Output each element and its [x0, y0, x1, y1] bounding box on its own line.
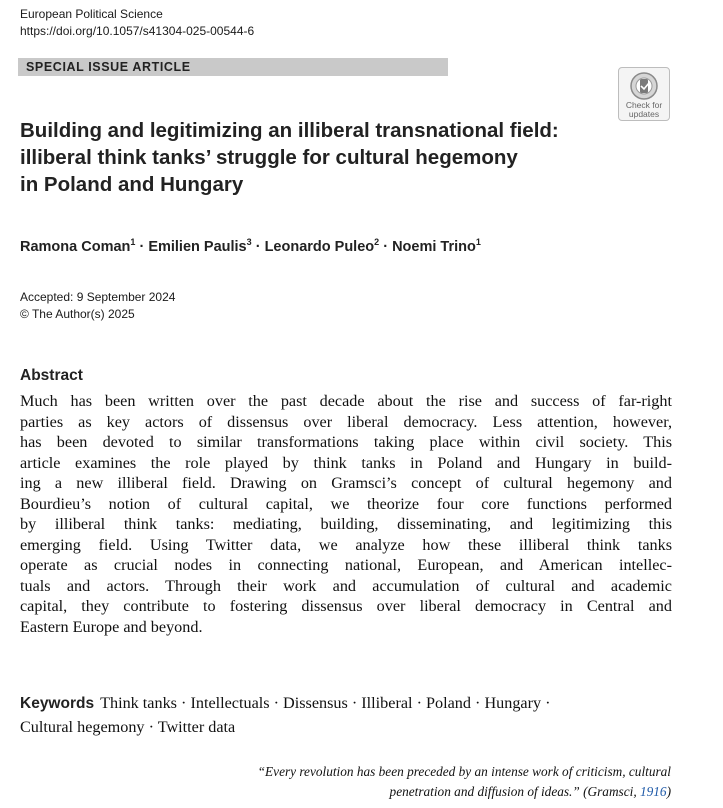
epigraph-line	[151, 782, 671, 802]
keywords-line	[20, 692, 672, 716]
abstract-line: parties as key actors of dissensus over liberal democracy. Less attention, however,	[20, 412, 672, 431]
author-separator: ·	[139, 239, 145, 255]
affiliation-marker: 3	[246, 237, 252, 247]
keywords-list: Think tanks · Intellectuals · Dissensus · Illiberal · Poland · Hungary ·	[100, 694, 551, 712]
epigraph-text: penetration and diffusion of ideas.” (Gramsci,	[389, 784, 640, 799]
abstract-line: operate as crucial nodes in connecting national, European, and American intellec-	[20, 556, 672, 574]
journal-name: European Political Science	[20, 7, 163, 21]
keywords-section	[20, 692, 672, 738]
author-list	[20, 237, 481, 255]
affiliation-marker: 1	[475, 237, 481, 247]
check-updates-label-2: updates	[628, 109, 660, 119]
abstract-line: Much has been written over the past decade about the rise and success of far-right	[20, 392, 672, 410]
abstract-line: ing a new illiberal field. Drawing on Gramsci’s concept of cultural hegemony and	[20, 474, 672, 492]
author-name[interactable]: Ramona Coman	[20, 239, 131, 255]
keywords-line: Cultural hegemony · Twitter data	[20, 717, 236, 736]
abstract-line: capital, they contribute to fostering dissensus over liberal democracy in Central and	[20, 597, 672, 615]
abstract-line: article examines the role played by think tanks in Poland and Hungary in build-	[20, 453, 672, 472]
author-name[interactable]: Emilien Paulis	[148, 239, 247, 255]
keywords-label: Keywords	[20, 695, 95, 712]
title-line: illiberal think tanks’ struggle for cultural hegemony	[20, 146, 518, 169]
citation-year-link[interactable]: 1916	[639, 784, 667, 799]
author-separator: ·	[255, 239, 261, 255]
author-separator: ·	[383, 239, 389, 255]
abstract-body	[20, 391, 672, 637]
check-updates-icon	[629, 71, 659, 101]
abstract-line: tuals and actors. Through their work and accumulation of cultural and academic	[20, 576, 672, 595]
epigraph-close: )	[666, 784, 671, 799]
author-name[interactable]: Leonardo Puleo	[264, 239, 375, 255]
abstract-line: by illiberal think tanks: mediating, building, disseminating, and legitimizing this	[20, 515, 672, 533]
abstract-line: has been devoted to similar transformations taking place within civil society. This	[20, 433, 672, 451]
check-for-updates-badge[interactable]	[618, 67, 670, 121]
epigraph-quote	[151, 762, 671, 802]
abstract-line: Bourdieu’s notion of cultural capital, we theorize four core functions performed	[20, 494, 672, 513]
copyright-notice: © The Author(s) 2025	[20, 307, 135, 321]
article-type-banner: SPECIAL ISSUE ARTICLE	[18, 58, 448, 76]
affiliation-marker: 2	[374, 237, 380, 247]
epigraph-line: “Every revolution has been preceded by an intense work of criticism, cultural	[257, 764, 671, 779]
accepted-date: Accepted: 9 September 2024	[20, 290, 176, 304]
title-line: Building and legitimizing an illiberal transnational field:	[20, 119, 559, 142]
title-line: in Poland and Hungary	[20, 173, 244, 196]
abstract-line: Eastern Europe and beyond.	[20, 617, 203, 636]
affiliation-marker: 1	[130, 237, 136, 247]
doi-link[interactable]: https://doi.org/10.1057/s41304-025-00544-6	[20, 24, 255, 38]
abstract-heading: Abstract	[20, 367, 83, 384]
abstract-line: emerging field. Using Twitter data, we analyze how these illiberal think tanks	[20, 535, 672, 554]
author-name[interactable]: Noemi Trino	[392, 239, 476, 255]
check-updates-label-1: Check for	[625, 100, 663, 110]
article-title	[20, 117, 620, 198]
